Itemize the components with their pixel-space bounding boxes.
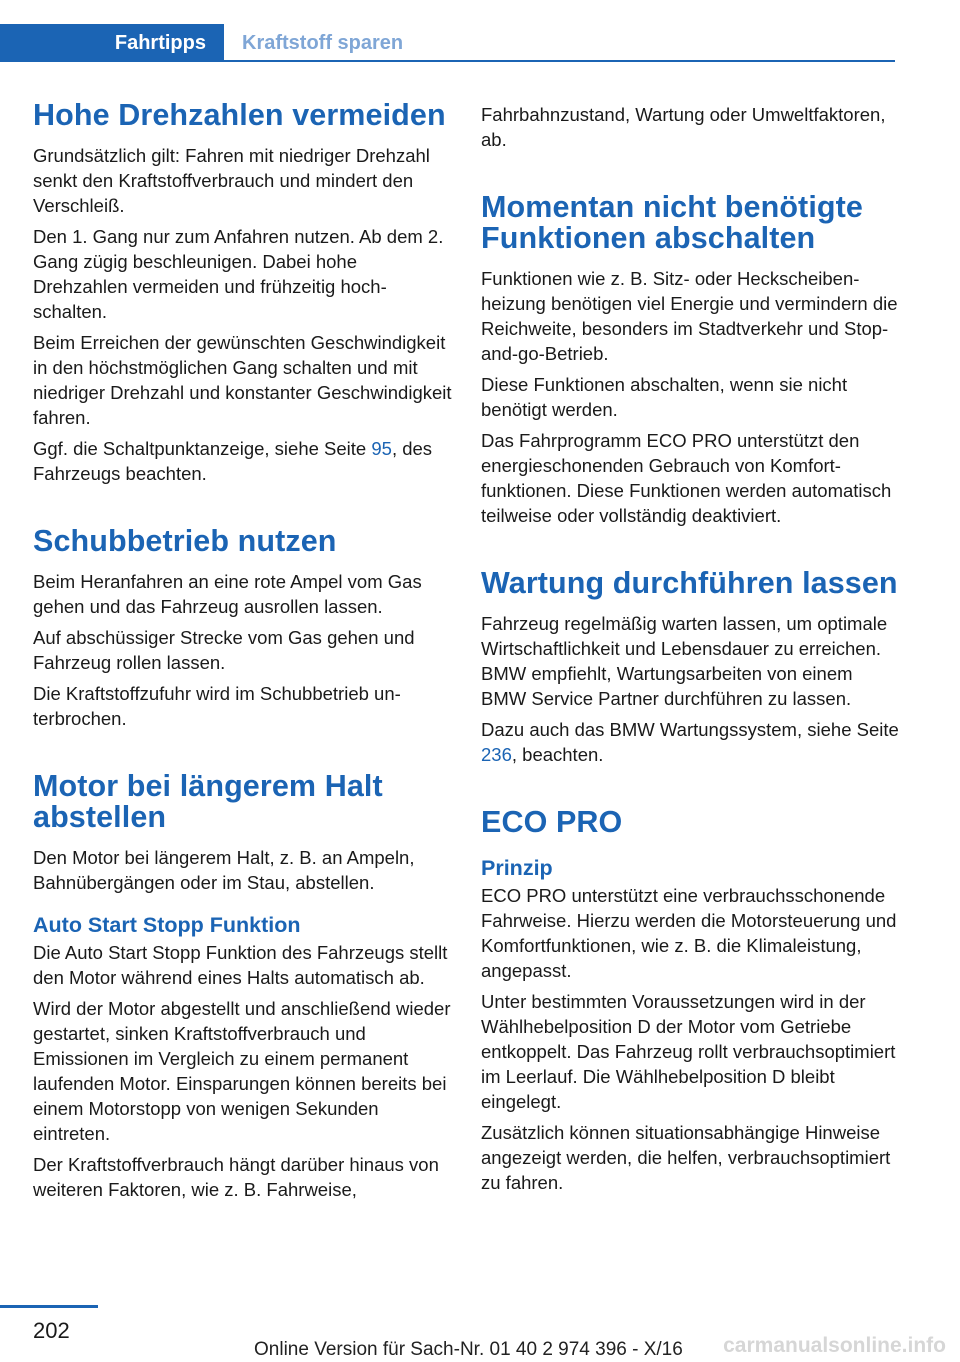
page-link-236[interactable]: 236 — [481, 744, 512, 765]
paragraph: Den 1. Gang nur zum Anfahren nutzen. Ab dem 2. Gang zügig beschleunigen. Dabei hohe Drehzahlen vermeiden und frühzeitig hochschalten. — [33, 226, 444, 322]
page-header — [0, 24, 895, 64]
heading-hohe-drehzahlen: Hohe Drehzahlen vermeiden — [33, 98, 446, 132]
left-column — [33, 100, 453, 1208]
text: Ggf. die Schaltpunktanzeige, siehe Seite — [33, 438, 372, 459]
paragraph-with-link — [481, 717, 901, 767]
paragraph: Die Kraftstoffzufuhr wird im Schubbetrieb unterbrochen. — [33, 683, 401, 729]
heading-schubbetrieb: Schubbetrieb nutzen — [33, 524, 337, 558]
paragraph-with-link — [33, 436, 453, 486]
paragraph: Zusätzlich können situationsabhängige Hinweise angezeigt werden, die helfen, verbrauchsoptimiert zu fahren. — [481, 1122, 891, 1193]
tab-fahrtipps[interactable]: Fahrtipps — [0, 24, 224, 62]
paragraph: Beim Erreichen der gewünschten Geschwindigkeit in den höchstmöglichen Gang schalten und mit niedriger Drehzahl und konstanter Geschwindigkeit fahren. — [33, 332, 452, 428]
right-column — [481, 102, 901, 1201]
header-divider — [0, 60, 895, 62]
paragraph: Den Motor bei längerem Halt, z. B. an Ampeln, Bahnübergängen oder im Stau, abstellen. — [33, 847, 415, 893]
paragraph: Diese Funktionen abschalten, wenn sie nicht benötigt werden. — [481, 374, 848, 420]
paragraph: Auf abschüssiger Strecke vom Gas gehen und Fahrzeug rollen lassen. — [33, 627, 415, 673]
subheading-prinzip: Prinzip — [481, 856, 553, 880]
paragraph: Der Kraftstoffverbrauch hängt darüber hinaus von weiteren Faktoren, wie z. B. Fahrweise, — [33, 1154, 439, 1200]
online-version-note: Online Version für Sach-Nr. 01 40 2 974 396 - X/16 — [254, 1339, 683, 1360]
paragraph: Beim Heranfahren an eine rote Ampel vom Gas gehen und das Fahrzeug ausrollen lassen. — [33, 571, 422, 617]
text: Dazu auch das BMW Wartungssystem, siehe Seite — [481, 719, 899, 740]
page-number: 202 — [33, 1318, 70, 1343]
paragraph: Funktionen wie z. B. Sitz- oder Heckscheibenheizung benötigen viel Energie und vermindern die Reichweite, besonders im Stadtverkehr und Stop-and-go-Betrieb. — [481, 268, 898, 364]
heading-motor-abstellen: Motor bei längerem Halt abstellen — [33, 769, 383, 834]
paragraph: Unter bestimmten Voraussetzungen wird in der Wählhebelposition D der Motor vom Getriebe entkoppelt. Das Fahrzeug rollt verbrauchsoptimiert im Leerlauf. Die Wählhebelposition D bleibt eingelegt. — [481, 991, 896, 1112]
text: , des Fahrzeugs beachten. — [33, 438, 433, 484]
page-link-95[interactable]: 95 — [371, 438, 392, 459]
paragraph: Fahrzeug regelmäßig warten lassen, um optimale Wirtschaftlichkeit und Lebensdauer zu erreichen. BMW empfiehlt, Wartungsarbeiten von einem BMW Service Partner durchführen zu lassen. — [481, 613, 888, 709]
paragraph: Fahrbahnzustand, Wartung oder Umweltfaktoren, ab. — [481, 104, 886, 150]
heading-eco-pro: ECO PRO — [481, 805, 623, 839]
text: , beachten. — [511, 744, 604, 765]
heading-wartung: Wartung durchführen lassen — [481, 566, 898, 600]
paragraph: ECO PRO unterstützt eine verbrauchsschonende Fahrweise. Hierzu werden die Motorsteuerung und Komfortfunktionen, wie z. B. die Klimaleistung, angepasst. — [481, 885, 897, 981]
paragraph: Die Auto Start Stopp Funktion des Fahrzeugs stellt den Motor während eines Halts automatisch ab. — [33, 942, 448, 988]
tab-kraftstoff-sparen[interactable]: Kraftstoff sparen — [242, 32, 404, 54]
paragraph: Das Fahrprogramm ECO PRO unterstützt den energieschonenden Gebrauch von Komfortfunktionen. Diese Funktionen werden automatisch teilweise oder vollständig deaktiviert. — [481, 430, 892, 526]
paragraph: Wird der Motor abgestellt und anschließend wieder gestartet, sinken Kraftstoffverbrauch und Emissionen im Vergleich zu einem permanent laufenden Motor. Einsparungen können bereits bei einem Motorstopp von wenigen Sekunden eintreten. — [33, 998, 451, 1144]
heading-funktionen-abschalten: Momentan nicht benötigte Funktionen abschalten — [481, 190, 863, 255]
subheading-auto-start-stopp: Auto Start Stopp Funktion — [33, 913, 301, 937]
watermark: carmanualsonline.info — [723, 1334, 946, 1357]
footer-divider — [0, 1305, 98, 1308]
paragraph: Grundsätzlich gilt: Fahren mit niedriger Drehzahl senkt den Kraftstoffverbrauch und mindert den Verschleiß. — [33, 145, 430, 216]
